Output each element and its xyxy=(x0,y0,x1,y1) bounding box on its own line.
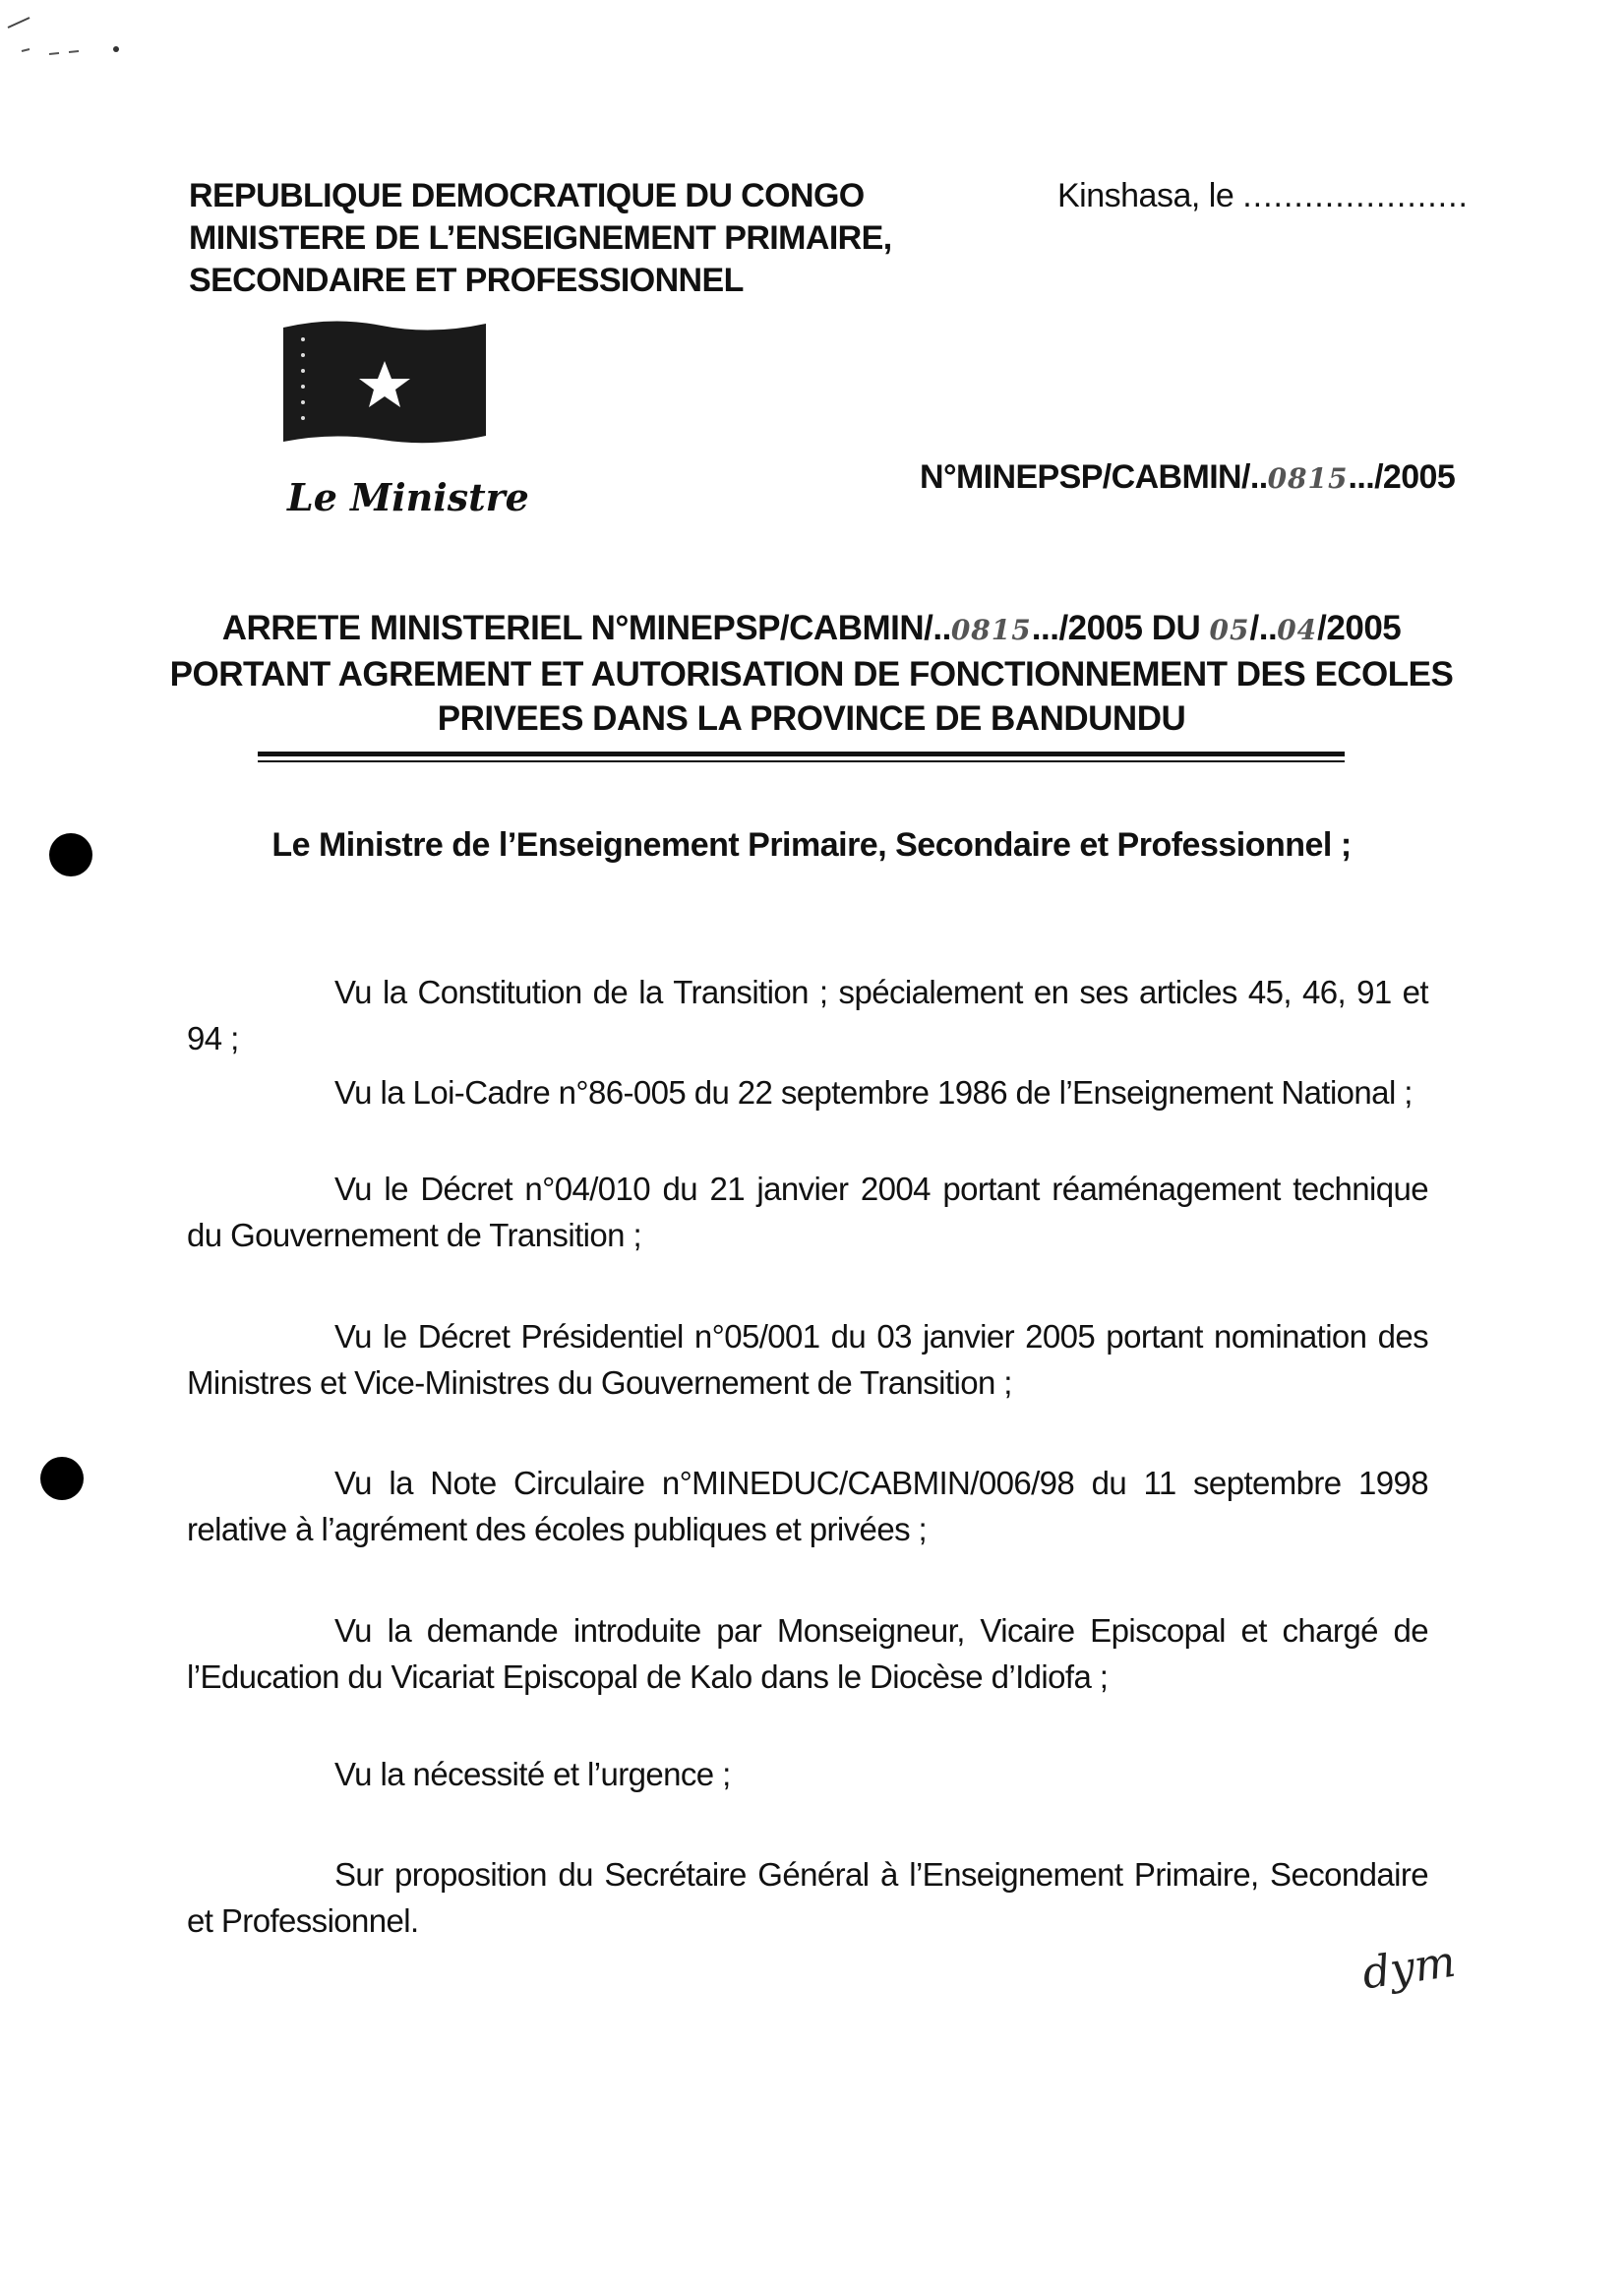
reference-dots-left: .. xyxy=(1249,458,1268,496)
decree-title-line1 xyxy=(148,606,1475,652)
reference-dots-right: ... xyxy=(1348,458,1375,496)
reference-prefix: N°MINEPSP/CABMIN/ xyxy=(920,458,1250,496)
title-date-sep: /.. xyxy=(1249,609,1278,647)
decree-title-line2: PORTANT AGREMENT ET AUTORISATION DE FONCTIONNEMENT DES ECOLES xyxy=(169,655,1454,693)
title-year: /2005 xyxy=(1317,609,1402,647)
flag-emblem-icon xyxy=(283,320,486,448)
paragraph-loi-cadre: Vu la Loi-Cadre n°86-005 du 22 septembre 1986 de l’Enseignement National ; xyxy=(334,1074,1413,1111)
place-date xyxy=(1057,177,1469,215)
title-prefix: ARRETE MINISTERIEL N°MINEPSP/CABMIN/.. xyxy=(221,609,951,647)
paragraph-demande: Vu la demande introduite par Monseigneur, Vicaire Episcopal et chargé de l’Education du Vicariat Episcopal de Kalo dans le Diocèse d’Idiofa ; xyxy=(187,1612,1428,1695)
reference-number xyxy=(920,458,1455,497)
title-number-handwritten: 0815 xyxy=(950,614,1032,646)
title-rule-thick xyxy=(258,752,1345,756)
minister-signature-label: Le Ministre xyxy=(287,475,529,519)
ministry-header xyxy=(189,175,892,302)
reference-handwritten-number: 0815 xyxy=(1267,462,1349,495)
paragraph-proposition: Sur proposition du Secrétaire Général à l’Enseignement Primaire, Secondaire et Professionnel. xyxy=(187,1856,1428,1939)
paragraph-constitution: Vu la Constitution de la Transition ; spécialement en ses articles 45, 46, 91 et 94 ; xyxy=(187,974,1428,1056)
title-month-handwritten: 04 xyxy=(1277,614,1318,646)
decree-title-line3: PRIVEES DANS LA PROVINCE DE BANDUNDU xyxy=(437,699,1186,738)
header-country: REPUBLIQUE DEMOCRATIQUE DU CONGO xyxy=(189,177,865,214)
title-rule-thin xyxy=(258,760,1345,762)
punch-hole-bottom xyxy=(40,1457,84,1500)
title-mid-dots: ... xyxy=(1031,609,1059,647)
minister-line: Le Ministre de l’Enseignement Primaire, Secondaire et Professionnel ; xyxy=(271,826,1352,864)
decree-title xyxy=(148,606,1475,741)
paragraph-note-circulaire: Vu la Note Circulaire n°MINEDUC/CABMIN/006/98 du 11 septembre 1998 relative à l’agrément des écoles publiques et privées ; xyxy=(187,1465,1428,1547)
title-day-handwritten: 05 xyxy=(1209,614,1250,646)
paragraph-necessite: Vu la nécessité et l’urgence ; xyxy=(334,1756,731,1792)
reference-suffix: /2005 xyxy=(1374,458,1456,496)
paragraph-decret-2005: Vu le Décret Présidentiel n°05/001 du 03 janvier 2005 portant nomination des Ministres et Vice-Ministres du Gouvernement de Transition ; xyxy=(187,1318,1428,1401)
scan-marks xyxy=(0,0,138,69)
header-ministry-cont: SECONDAIRE ET PROFESSIONNEL xyxy=(189,262,744,299)
header-ministry: MINISTERE DE L’ENSEIGNEMENT PRIMAIRE, xyxy=(189,219,892,257)
place-date-dots: ...................... xyxy=(1242,177,1470,214)
place-date-prefix: Kinshasa, le xyxy=(1057,177,1234,214)
handwritten-initials: dym xyxy=(1358,1936,1459,2000)
punch-hole-top xyxy=(49,833,92,876)
paragraph-decret-2004: Vu le Décret n°04/010 du 21 janvier 2004 portant réaménagement technique du Gouvernement de Transition ; xyxy=(187,1171,1428,1253)
title-year-du: /2005 DU xyxy=(1058,609,1201,647)
